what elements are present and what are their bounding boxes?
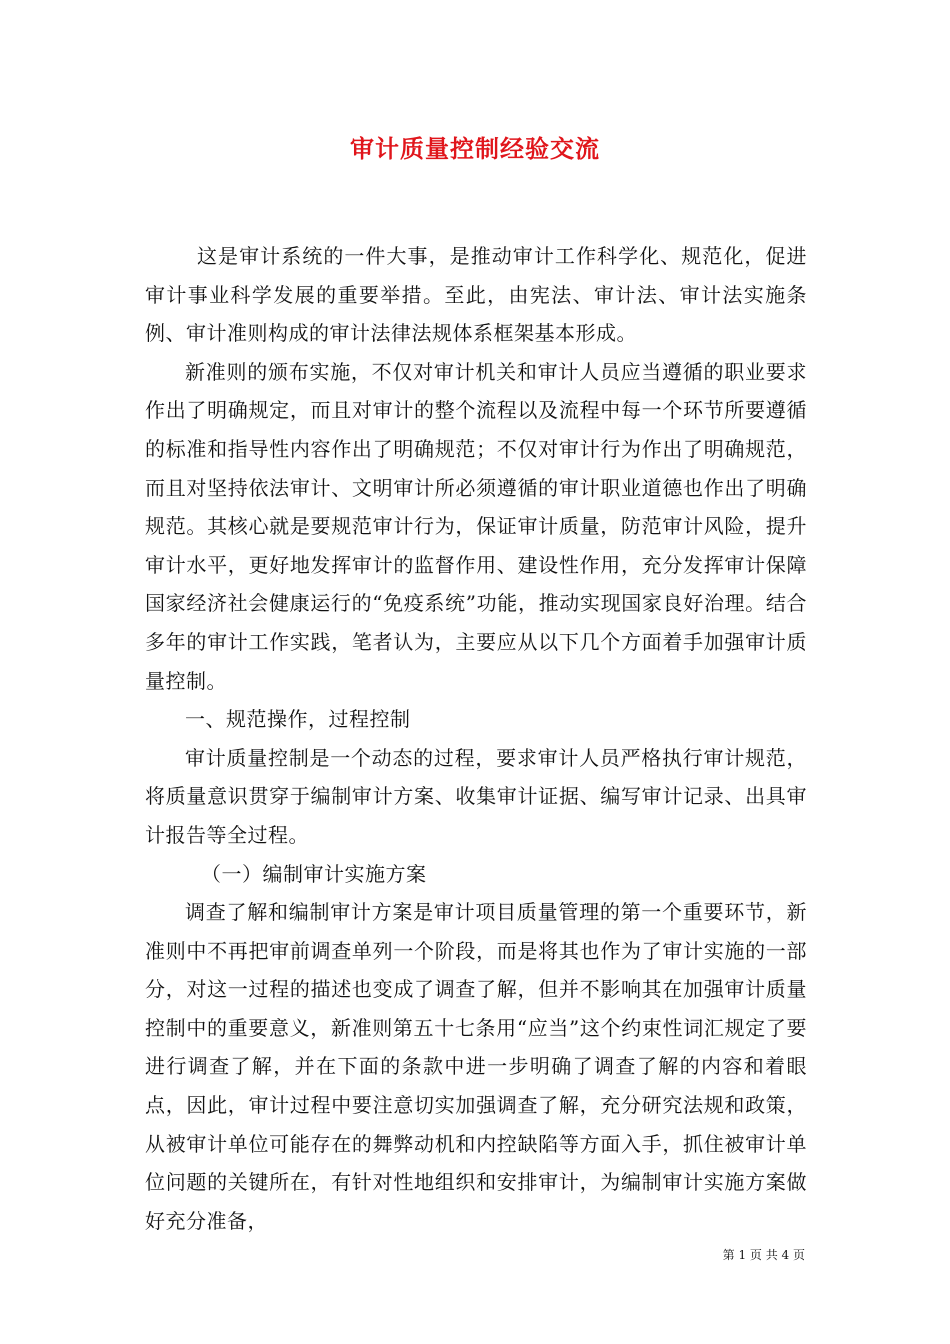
paragraph-3: 审计质量控制是一个动态的过程，要求审计人员严格执行审计规范，将质量意识贯穿于编制审计方案、收集审计证据、编写审计记录、出具审计报告等全过程。	[145, 745, 807, 847]
paragraph-2: 新准则的颁布实施，不仅对审计机关和审计人员应当遵循的职业要求作出了明确规定，而且对审计的整个流程以及流程中每一个环节所要遵循的标准和指导性内容作出了明确规范；不仅对审计行为作出了明确规范，而且对坚持依法审计、文明审计所必须遵循的审计职业道德也作出了明确规范。其核心就是要规范审计行为，保证审计质量，防范审计风险，提升审计水平，更好地发挥审计的监督作用、建设性作用，充分发挥审计保障国家经济社会健康运行的“免疫系统”功能，推动实现国家良好治理。结合多年的审计工作实践，笔者认为，主要应从以下几个方面着手加强审计质量控制。	[145, 359, 807, 693]
paragraph-1: 这是审计系统的一件大事，是推动审计工作科学化、规范化，促进审计事业科学发展的重要举措。至此，由宪法、审计法、审计法实施条例、审计准则构成的审计法律法规体系框架基本形成。	[145, 244, 807, 346]
page-number: 第 1 页 共 4 页	[722, 1248, 805, 1262]
section-heading-1: 一、规范操作，过程控制	[185, 707, 411, 732]
subsection-heading-1: （一）编制审计实施方案	[201, 861, 427, 886]
document-title: 审计质量控制经验交流	[350, 134, 600, 163]
paragraph-4: 调查了解和编制审计方案是审计项目质量管理的第一个重要环节，新准则中不再把审前调查单列一个阶段，而是将其也作为了审计实施的一部分，对这一过程的描述也变成了调查了解，但并不影响其在加强审计质量控制中的重要意义，新准则第五十七条用“应当”这个约束性词汇规定了要进行调查了解，并在下面的条款中进一步明确了调查了解的内容和着眼点，因此，审计过程中要注意切实加强调查了解，充分研究法规和政策，从被审计单位可能存在的舞弊动机和内控缺陷等方面入手，抓住被审计单位问题的关键所在，有针对性地组织和安排审计，为编制审计实施方案做好充分准备，	[145, 900, 807, 1233]
document-body	[145, 237, 807, 1240]
